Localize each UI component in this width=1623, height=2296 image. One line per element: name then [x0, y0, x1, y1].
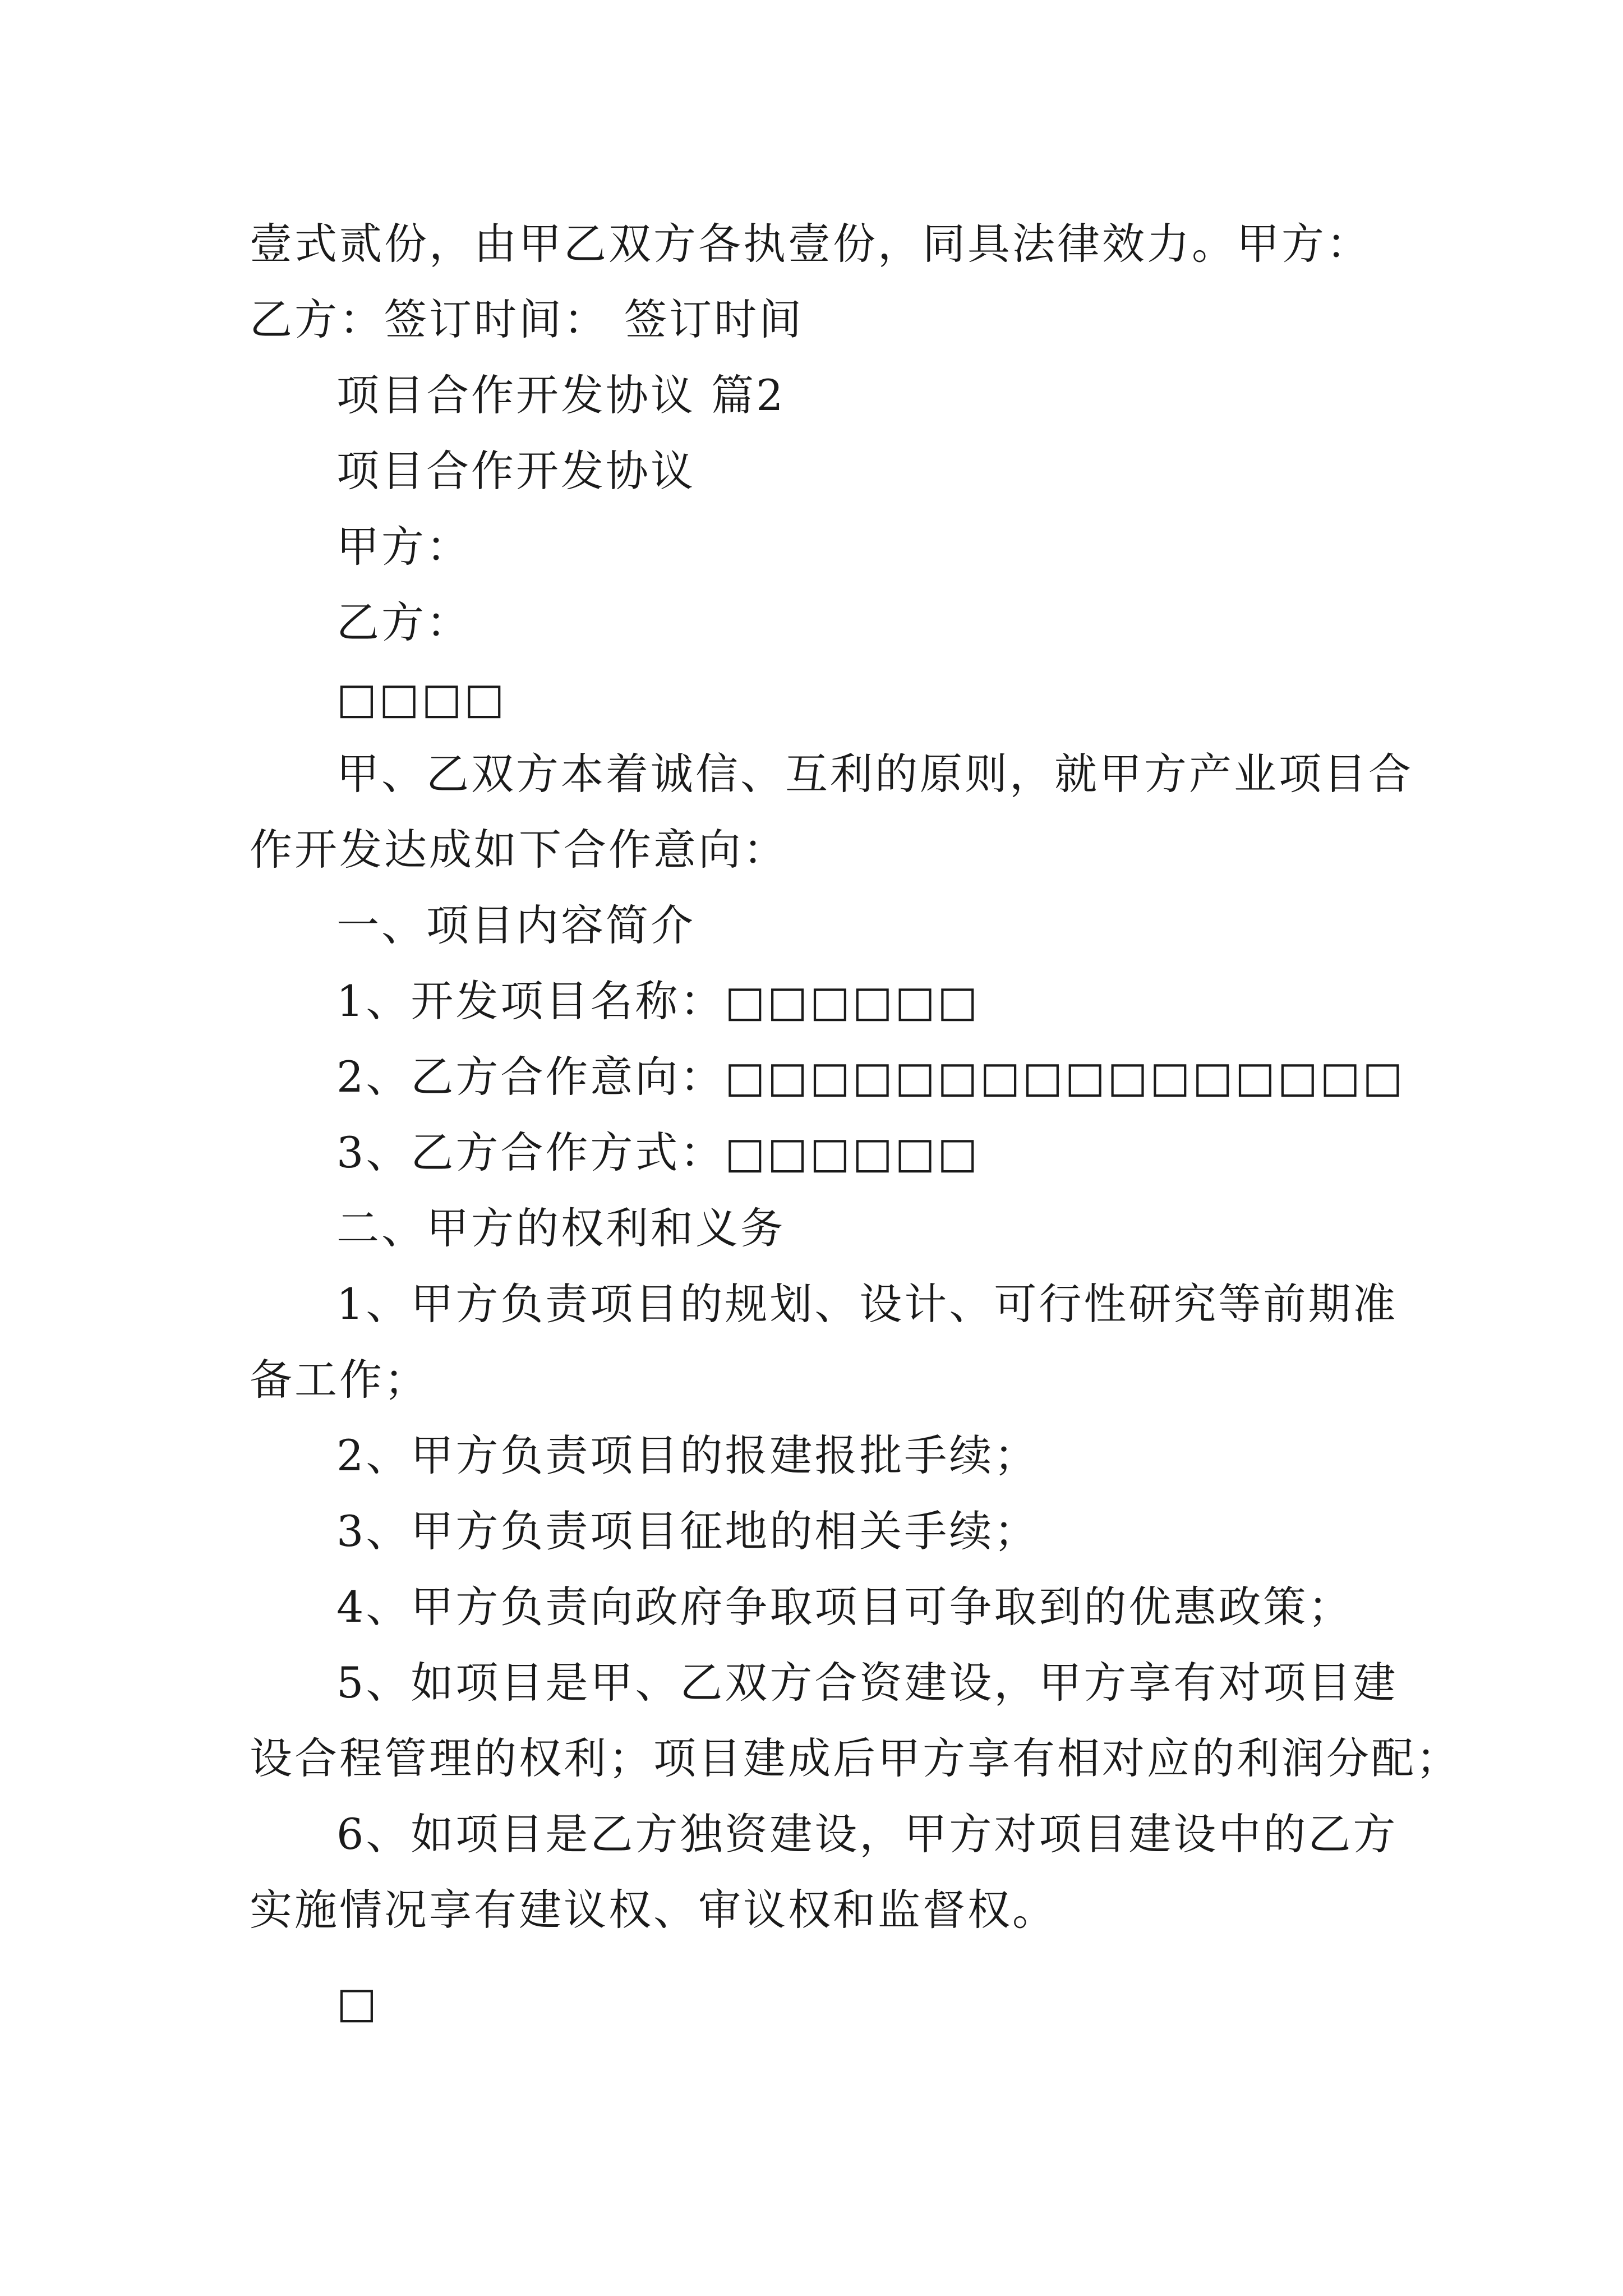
party-b-label: 乙方：: [336, 597, 471, 647]
heading-project-summary: 一、项目内容简介: [336, 900, 695, 950]
item-a-5-cont: 设合程管理的权利；项目建成后甲方享有相对应的利润分配；: [250, 1733, 1461, 1783]
item-a-1: 1、甲方负责项目的规划、设计、可行性研究等前期准: [336, 1279, 1398, 1329]
item-project-name: 1、开发项目名称：□□□□□□: [336, 976, 980, 1026]
item-a-3: 3、甲方负责项目征地的相关手续；: [336, 1506, 1039, 1556]
item-a-6-cont: 实施情况享有建议权、审议权和监督权。: [250, 1885, 1057, 1935]
heading-party-a-rights: 二、甲方的权利和义务: [336, 1203, 785, 1253]
text-line-intro: 甲、乙双方本着诚信、互利的原则，就甲方产业项目合: [336, 749, 1413, 799]
item-a-6: 6、如项目是乙方独资建设，甲方对项目建设中的乙方: [336, 1809, 1398, 1859]
item-a-2: 2、甲方负责项目的报建报批手续；: [336, 1430, 1039, 1480]
item-a-4: 4、甲方负责向政府争取项目可争取到的优惠政策；: [336, 1582, 1353, 1632]
text-line-contract-copies: 壹式贰份，由甲乙双方各执壹份，同具法律效力。甲方：: [250, 219, 1371, 269]
party-a-label: 甲方：: [336, 522, 471, 572]
text-line-signatures: 乙方：签订时间： 签订时间: [250, 295, 804, 344]
text-line-intro-cont: 作开发达成如下合作意向：: [250, 825, 788, 875]
item-cooperation-mode: 3、乙方合作方式：□□□□□□: [336, 1128, 980, 1177]
item-cooperation-intent: 2、乙方合作意向：□□□□□□□□□□□□□□□□: [336, 1052, 1405, 1102]
placeholder-box: □: [336, 1977, 379, 2027]
document-title: 项目合作开发协议: [336, 446, 695, 496]
placeholder-line: □□□□: [336, 673, 507, 723]
item-a-1-cont: 备工作；: [250, 1355, 429, 1405]
section-title-part2: 项目合作开发协议 篇2: [336, 370, 786, 420]
item-a-5: 5、如项目是甲、乙双方合资建设，甲方享有对项目建: [336, 1658, 1398, 1708]
